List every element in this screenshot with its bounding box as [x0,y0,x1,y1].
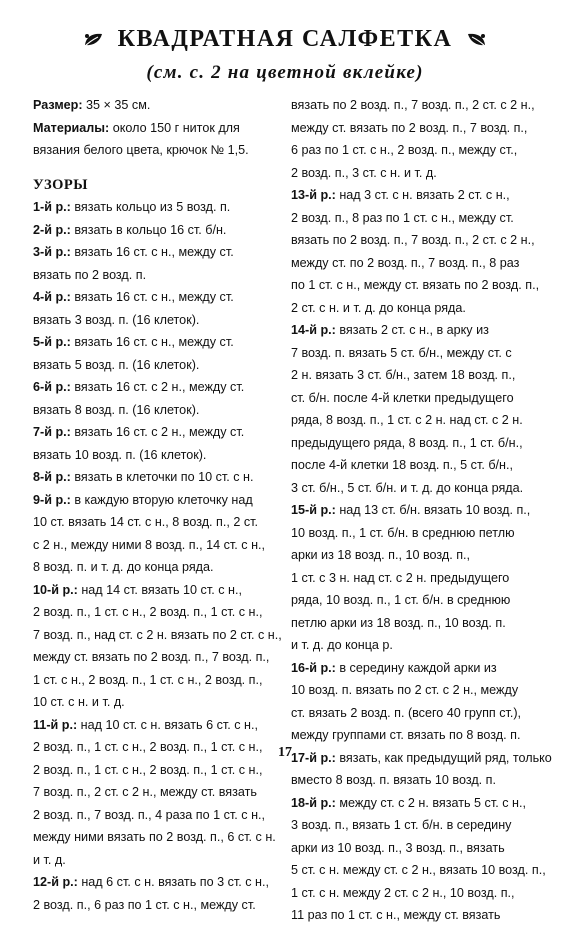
text-line [291,679,541,702]
row-label: Материалы: [33,120,110,135]
row-text: вязать 16 ст. с н., между ст. [70,335,234,349]
row-text: вязать, как предыдущий ряд, только [335,750,552,765]
row-text: над 3 ст. с н. вязать 2 ст. с н., [335,188,510,202]
text-line [291,522,541,545]
text-line [291,207,541,230]
row-text: 10 ст. вязать 14 ст. с н., 8 возд. п., 2 ст. [33,515,259,529]
row-text: 2 возд. п., 6 раз по 1 ст. с н., между ст. [33,897,256,912]
row-label: 1-й р.: [33,200,71,214]
text-line [33,196,283,219]
row-text: 10 возд. п. вязать по 2 ст. с 2 н., между [291,683,519,697]
text-line [33,139,283,162]
row-text: 1 ст. с н. между 2 ст. с 2 н., 10 возд. п., [291,885,515,900]
left-column [33,94,283,916]
row-text: 6 раз по 1 ст. с н., 2 возд. п., между ст., [291,143,518,157]
text-line [33,117,283,140]
row-text: 7 возд. п., 2 ст. с 2 н., между ст. вязать [33,785,257,799]
row-text: 10 возд. п., 1 ст. б/н. в среднюю петлю [291,525,515,540]
row-text: 2 возд. п., 1 ст. с н., 2 возд. п., 1 ст. с н., [33,762,263,777]
row-text: между ст. по 2 возд. п., 7 возд. п., 8 раз [291,255,520,270]
row-text: над 10 ст. с н. вязать 6 ст. с н., [77,717,258,732]
row-text: ст. б/н. после 4-й клетки предыдущего [291,390,514,405]
row-text: вместо 8 возд. п. вязать 10 возд. п. [291,773,496,787]
row-text: 2 возд. п., 1 ст. с н., 2 возд. п., 1 ст. с н., [33,740,263,754]
row-label: Размер: [33,98,83,112]
text-line [291,634,541,657]
text-line [291,117,541,140]
row-label: 6-й р.: [33,380,71,394]
text-line [33,849,283,872]
row-text: вязать кольцо из 5 возд. п. [70,200,231,214]
row-text: 1 ст. с 3 н. над ст. с 2 н. предыдущего [291,570,510,585]
text-line [33,94,283,117]
row-label: 13-й р.: [291,188,336,202]
row-text: 11 раз по 1 ст. с н., между ст. вязать [291,908,501,922]
text-line [291,882,541,905]
text-line [33,376,283,399]
row-text: после 4-й клетки 18 возд. п., 5 ст. б/н., [291,458,514,472]
text-line [33,646,283,669]
text-line [291,184,541,207]
page-title: КВАДРАТНАЯ САЛФЕТКА [117,26,453,52]
row-label: 18-й р.: [291,795,336,810]
row-label: 4-й р.: [33,290,71,304]
row-text: вязать в клеточки по 10 ст. с н. [70,470,254,484]
row-text: 3 ст. б/н., 5 ст. б/н. и т. д. до конца ряда. [291,480,524,495]
row-text: между ними вязать по 2 возд. п., 6 ст. с н. [33,830,276,844]
row-text: 1 ст. с н., 2 возд. п., 1 ст. с н., 2 возд. п., [33,672,263,687]
row-label: 11-й р.: [33,717,78,732]
row-text: 7 возд. п., над ст. с 2 н. вязать по 2 ст. с н., [33,627,282,642]
row-label: 7-й р.: [33,425,71,439]
row-text: между группами ст. вязать по 8 возд. п. [291,728,521,742]
text-line [291,589,541,612]
row-label: 9-й р.: [33,492,71,507]
text-line [291,567,541,590]
text-line [291,342,541,365]
row-text: вязать в кольцо 16 ст. б/н. [70,222,227,237]
text-line [33,219,283,242]
row-label: 12-й р.: [33,875,78,889]
section-heading: УЗОРЫ [33,176,88,193]
row-text: вязания белого цвета, крючок № 1,5. [33,143,249,157]
text-line [291,454,541,477]
row-label: 16-й р.: [291,660,336,675]
title-row [0,26,570,53]
text-line [33,871,283,894]
page-subtitle: (см. с. 2 на цветной вклейке) [146,62,424,83]
text-line [291,274,541,297]
text-line [291,904,541,927]
row-text: по 1 ст. с н., между ст. вязать по 2 возд. п., [291,278,540,292]
row-text: между ст. вязать по 2 возд. п., 7 возд. п., [33,650,270,664]
row-text: между ст. вязать по 2 возд. п., 7 возд. п., [291,120,528,135]
row-text: 2 возд. п., 1 ст. с н., 2 возд. п., 1 ст. с н., [33,605,263,619]
text-line [33,489,283,512]
text-line [291,612,541,635]
row-text: с 2 н., между ними 8 возд. п., 14 ст. с н., [33,537,266,552]
leaf-ornament-icon [466,31,488,49]
text-line [291,297,541,320]
row-text: вязать 5 возд. п. (16 клеток). [33,357,200,372]
text-line [291,409,541,432]
text-line [291,432,541,455]
text-line [33,826,283,849]
text-line [33,556,283,579]
text-line [291,859,546,882]
row-text: 8 возд. п. и т. д. до конца ряда. [33,560,214,574]
row-text: вязать 10 возд. п. (16 клеток). [33,447,207,462]
row-label: 14-й р.: [291,323,336,337]
row-text: 2 возд. п., 8 раз по 1 ст. с н., между ст. [291,210,514,225]
row-text: 2 возд. п., 3 ст. с н. и т. д. [291,165,437,180]
text-line [291,544,541,567]
row-text: около 150 г ниток для [109,120,240,135]
row-label: 3-й р.: [33,245,71,259]
row-text: 10 ст. с н. и т. д. [33,695,125,709]
text-line [33,264,283,287]
right-column [291,94,552,927]
text-line [291,139,541,162]
text-line [291,94,541,117]
row-text: над 14 ст. вязать 10 ст. с н., [77,582,242,597]
row-text: вязать 16 ст. с 2 н., между ст. [70,425,245,439]
text-line [33,579,283,602]
text-line [33,714,283,737]
row-text: вязать по 2 возд. п. [33,267,147,282]
text-line [33,286,283,309]
text-line [33,804,283,827]
row-text: вязать 16 ст. с 2 н., между ст. [70,380,245,394]
row-text: вязать 3 возд. п. (16 клеток). [33,312,200,327]
row-text: вязать 16 ст. с н., между ст. [70,245,234,259]
text-line [291,162,541,185]
text-line [33,421,283,444]
text-line [291,724,541,747]
row-label: 5-й р.: [33,335,71,349]
row-text: арки из 18 возд. п., 10 возд. п., [291,548,471,562]
text-line [33,624,283,647]
text-line [291,499,541,522]
row-text: вязать 8 возд. п. (16 клеток). [33,402,200,417]
spacer [33,162,283,174]
row-text: вязать 16 ст. с н., между ст. [70,290,234,304]
leaf-ornament-icon [82,31,104,49]
row-text: предыдущего ряда, 8 возд. п., 1 ст. б/н., [291,435,523,450]
row-text: 2 ст. с н. и т. д. до конца ряда. [291,300,466,315]
text-line [291,477,541,500]
row-text: 5 ст. с н. между ст. с 2 н., вязать 10 возд. п., [291,863,546,877]
text-line [291,837,541,860]
text-line [291,229,541,252]
row-text: ряда, 8 возд. п., 1 ст. с 2 н. над ст. с 2 н. [291,413,523,427]
text-line [33,331,283,354]
text-line [33,691,283,714]
text-line [33,466,283,489]
row-text: вязать по 2 возд. п., 7 возд. п., 2 ст. с 2 н., [291,98,535,112]
row-text: 7 возд. п. вязать 5 ст. б/н., между ст. с [291,345,512,360]
row-text: в каждую вторую клеточку над [70,492,253,507]
row-text: арки из 10 возд. п., 3 возд. п., вязать [291,840,505,855]
text-line [33,534,283,557]
row-text: над 13 ст. б/н. вязать 10 возд. п., [335,503,531,517]
row-label: 2-й р.: [33,222,71,237]
text-line [291,814,541,837]
row-label: 15-й р.: [291,503,336,517]
row-text: ряда, 10 возд. п., 1 ст. б/н. в среднюю [291,593,511,607]
row-text: над 6 ст. с н. вязать по 3 ст. с н., [77,875,270,889]
text-line [33,781,283,804]
text-line [291,792,541,815]
row-label: 10-й р.: [33,582,78,597]
row-text: в середину каждой арки из [335,660,497,675]
text-line [33,399,283,422]
text-line [291,364,541,387]
text-line [33,601,283,624]
row-text: 3 возд. п., вязать 1 ст. б/н. в середину [291,818,512,832]
row-text: 2 н. вязать 3 ст. б/н., затем 18 возд. п., [291,368,516,382]
text-line [33,309,283,332]
text-line [291,702,541,725]
text-line [33,759,283,782]
row-label: 8-й р.: [33,470,71,484]
row-text: 2 возд. п., 7 возд. п., 4 раза по 1 ст. с н., [33,807,266,822]
text-line [291,657,541,680]
text-line [33,241,283,264]
text-line [291,319,541,342]
row-text: 35 × 35 см. [82,98,151,112]
row-text: и т. д. до конца р. [291,638,393,652]
text-line [33,354,283,377]
row-text: между ст. с 2 н. вязать 5 ст. с н., [335,795,526,810]
text-line [291,252,541,275]
text-line [291,387,541,410]
text-line [33,174,283,197]
text-line [33,669,283,692]
text-line [33,511,283,534]
text-line [33,444,283,467]
page-number: 17 [278,745,292,760]
text-line [33,894,283,917]
row-label: 17-й р.: [291,750,336,765]
row-text: вязать по 2 возд. п., 7 возд. п., 2 ст. с 2 н., [291,233,535,247]
text-line [291,769,541,792]
row-text: и т. д. [33,852,66,867]
row-text: петлю арки из 18 возд. п., 10 возд. п. [291,615,506,630]
row-text: ст. вязать 2 возд. п. (всего 40 групп ст.), [291,705,522,720]
row-text: вязать 2 ст. с н., в арку из [335,323,489,337]
